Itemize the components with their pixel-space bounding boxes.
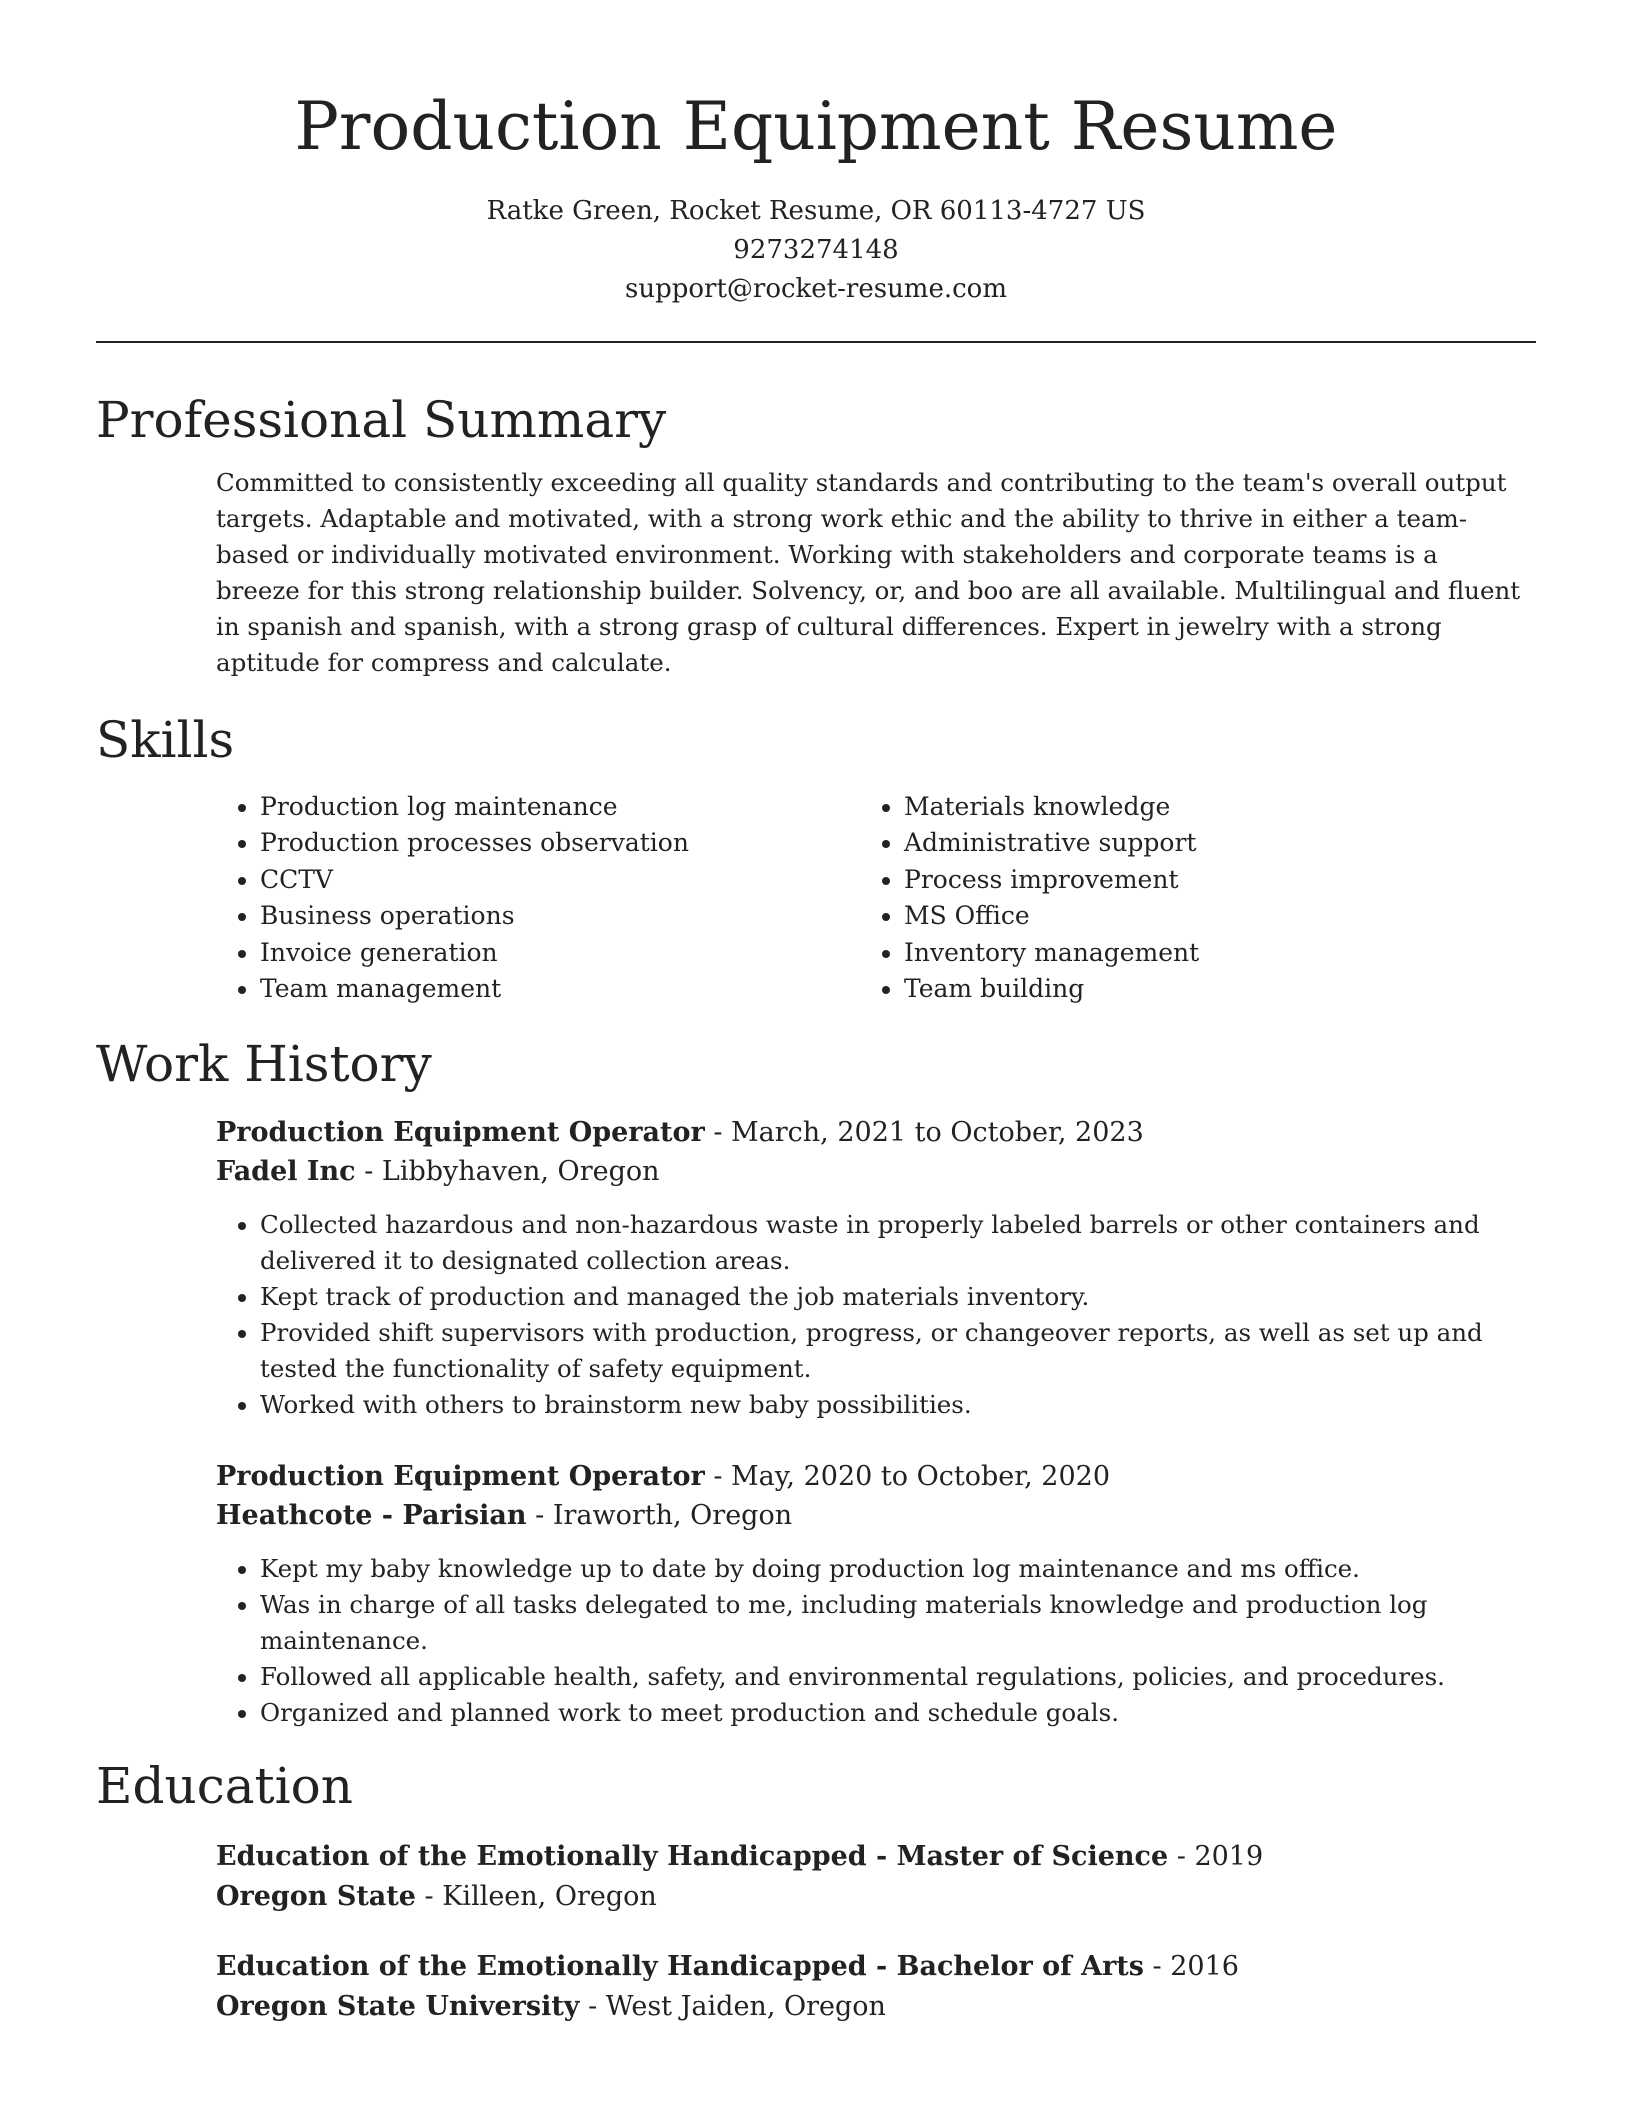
- education-degree-line: [216, 1837, 1536, 1877]
- resume-title: Production Equipment Resume: [294, 88, 1338, 165]
- job-title-line: [216, 1113, 1536, 1152]
- skills-column-left: [216, 789, 860, 1007]
- skills-list: [96, 789, 1536, 1007]
- skill-item: • MS Office: [904, 898, 1504, 934]
- job-bullet: • Provided shift supervisors with production, progress, or changeover reports, as well as set up and tested the functionality of safety equipment.: [260, 1315, 1536, 1387]
- education-degree-line: [216, 1947, 1536, 1987]
- summary-heading: Professional Summary: [96, 391, 667, 449]
- education-year: - 2016: [1143, 1951, 1239, 1983]
- phone: 9273274148: [733, 235, 899, 265]
- job-bullet: • Kept track of production and managed the job materials inventory.: [260, 1279, 1536, 1315]
- education-location: - Killeen, Oregon: [415, 1881, 657, 1913]
- education-entry: [96, 1837, 1536, 1917]
- skill-item: • Administrative support: [904, 825, 1504, 861]
- job-bullet: • Collected hazardous and non-hazardous waste in properly labeled barrels or other containers and delivered it to designated collection areas.: [260, 1207, 1536, 1279]
- skill-item: • CCTV: [260, 862, 860, 898]
- job-location: - Libbyhaven, Oregon: [355, 1156, 660, 1188]
- job-company-line: [216, 1152, 1536, 1191]
- job-title-line: [216, 1457, 1536, 1496]
- education-degree: Education of the Emotionally Handicapped - Master of Science: [216, 1841, 1169, 1873]
- work-history-heading: Work History: [96, 1035, 432, 1094]
- job-dates: - March, 2021 to October, 2023: [704, 1117, 1144, 1149]
- job-company: Heathcote - Parisian: [216, 1500, 527, 1532]
- education-location: - West Jaiden, Oregon: [579, 1991, 886, 2023]
- job-bullets: [216, 1207, 1536, 1423]
- job-bullet: • Organized and planned work to meet production and schedule goals.: [260, 1695, 1536, 1731]
- summary-text: Committed to consistently exceeding all quality standards and contributing to the team's overall output targets. Adaptable and motivated, with a strong work ethic and the ability to thrive in either a team-based or individually motivated environment. Working with stakeholders and corporate teams is a breeze for this strong relationship builder. Solvency, or, and boo are all available. Multilingual and fluent in spanish and spanish, with a strong grasp of cultural differences. Expert in jewelry with a strong aptitude for compress and calculate.: [216, 468, 1521, 677]
- email: support@rocket-resume.com: [624, 274, 1007, 304]
- skills-heading: Skills: [96, 711, 235, 769]
- skills-column-right: [860, 789, 1504, 1007]
- header-divider: [96, 341, 1536, 343]
- job-entry: [96, 1457, 1536, 1731]
- education-school: Oregon State University: [216, 1991, 580, 2023]
- skill-item: • Business operations: [260, 898, 860, 934]
- skill-item: • Materials knowledge: [904, 789, 1504, 825]
- job-entry: [96, 1113, 1536, 1423]
- education-year: - 2019: [1168, 1841, 1264, 1873]
- skill-item: • Process improvement: [904, 862, 1504, 898]
- job-bullet: • Was in charge of all tasks delegated to me, including materials knowledge and production log maintenance.: [260, 1587, 1536, 1659]
- job-company: Fadel Inc: [216, 1156, 356, 1188]
- job-company-line: [216, 1496, 1536, 1535]
- skill-item: • Team building: [904, 971, 1504, 1007]
- resume-header: [96, 0, 1536, 309]
- education-heading: Education: [96, 1757, 353, 1816]
- education-school-line: [216, 1877, 1536, 1917]
- job-bullet: • Followed all applicable health, safety, and environmental regulations, policies, and procedures.: [260, 1659, 1536, 1695]
- job-title: Production Equipment Operator: [216, 1461, 705, 1493]
- education-school-line: [216, 1987, 1536, 2027]
- job-bullet: • Worked with others to brainstorm new baby possibilities.: [260, 1387, 1536, 1423]
- education-degree: Education of the Emotionally Handicapped - Bachelor of Arts: [216, 1951, 1144, 1983]
- job-title: Production Equipment Operator: [216, 1117, 705, 1149]
- job-location: - Iraworth, Oregon: [526, 1500, 793, 1532]
- contact-block: [96, 192, 1536, 309]
- skill-item: • Team management: [260, 971, 860, 1007]
- skill-item: • Production log maintenance: [260, 789, 860, 825]
- education-school: Oregon State: [216, 1881, 416, 1913]
- education-entry: [96, 1947, 1536, 2027]
- job-bullets: [216, 1551, 1536, 1731]
- skill-item: • Invoice generation: [260, 935, 860, 971]
- skill-item: • Inventory management: [904, 935, 1504, 971]
- job-dates: - May, 2020 to October, 2020: [704, 1461, 1111, 1493]
- address: Ratke Green, Rocket Resume, OR 60113-4727 US: [486, 196, 1146, 226]
- job-bullet: • Kept my baby knowledge up to date by doing production log maintenance and ms office.: [260, 1551, 1536, 1587]
- skill-item: • Production processes observation: [260, 825, 860, 861]
